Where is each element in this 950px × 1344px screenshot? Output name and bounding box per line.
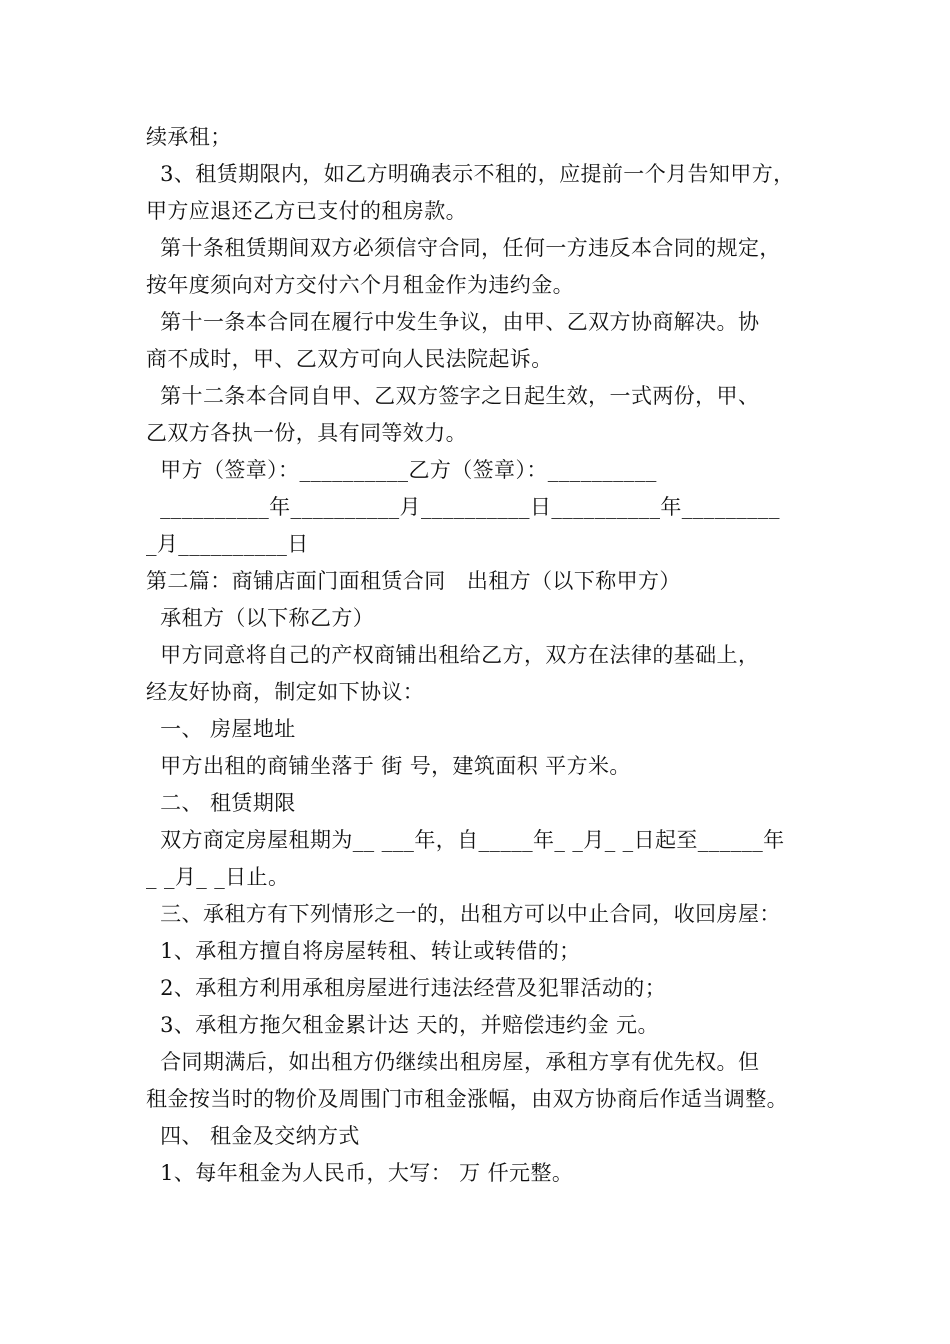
text-line: 商不成时，甲、乙双方可向人民法院起诉。 [146,347,553,371]
text-line: 乙双方各执一份，具有同等效力。 [146,421,467,445]
text-line: 3、租赁期限内，如乙方明确表示不租的，应提前一个月告知甲方， [146,162,795,186]
text-line: 第十一条本合同在履行中发生争议，由甲、乙双方协商解决。协 [146,310,760,334]
signature-line: 甲方（签章）：__________乙方（签章）：__________ [146,458,657,482]
text-line: 甲方出租的商铺坐落于 街 号，建筑面积 平方米。 [146,754,631,778]
text-line: 承租方（以下称乙方） [146,606,375,630]
clause-heading: 一、 房屋地址 [146,717,296,741]
text-line: 双方商定房屋租期为__ ___年，自_____年_ _月_ _日起至______年 [146,828,785,852]
text-line: 经友好协商，制定如下协议： [146,680,425,704]
text-line: 3、承租方拖欠租金累计达 天的，并赔偿违约金 元。 [146,1013,659,1037]
text-line: 第十二条本合同自甲、乙双方签字之日起生效，一式两份，甲、 [146,384,760,408]
text-line: 1、承租方擅自将房屋转租、转让或转借的； [146,939,581,963]
text-line: 2、承租方利用承租房屋进行违法经营及犯罪活动的； [146,976,667,1000]
text-line: 第十条租赁期间双方必须信守合同，任何一方违反本合同的规定， [146,236,781,260]
text-line: 续承租； [146,125,232,149]
clause-heading: 三、承租方有下列情形之一的，出租方可以中止合同，收回房屋： [146,902,781,926]
date-line: __________年__________月__________日__________年_________ [146,495,780,519]
text-line: 租金按当时的物价及周围门市租金涨幅，由双方协商后作适当调整。 [146,1087,788,1111]
text-line: _ _月_ _日止。 [146,865,290,889]
text-line: 合同期满后，如出租方仍继续出租房屋，承租方享有优先权。但 [146,1050,760,1074]
section-heading: 第二篇：商铺店面门面租赁合同 出租方（以下称甲方） [146,569,681,593]
text-line: 甲方应退还乙方已支付的租房款。 [146,199,467,223]
date-line: _月__________日 [146,532,309,556]
text-line: 1、每年租金为人民币，大写： 万 仟元整。 [146,1161,574,1185]
text-line: 甲方同意将自己的产权商铺出租给乙方，双方在法律的基础上， [146,643,760,667]
clause-heading: 四、 租金及交纳方式 [146,1124,360,1148]
clause-heading: 二、 租赁期限 [146,791,296,815]
text-line: 按年度须向对方交付六个月租金作为违约金。 [146,273,574,297]
